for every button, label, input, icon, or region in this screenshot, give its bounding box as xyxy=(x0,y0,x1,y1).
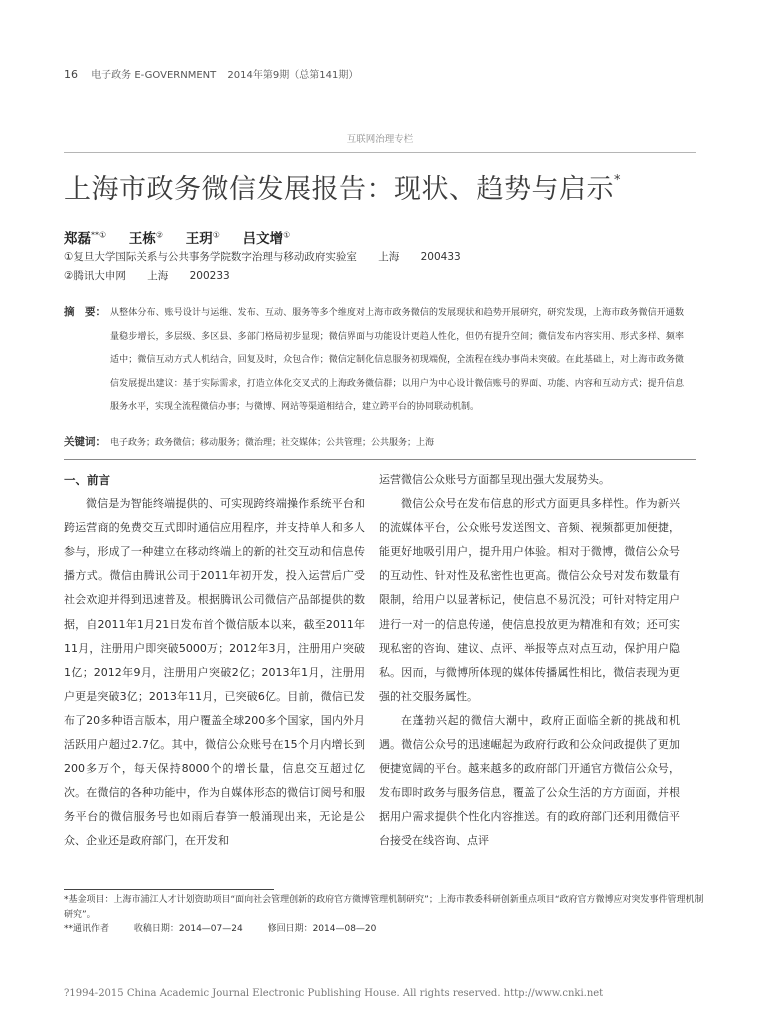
journal-name: 电子政务 E-GOVERNMENT xyxy=(91,70,217,81)
page-number: 16 xyxy=(64,68,78,81)
cnki-watermark: ?1994-2015 China Academic Journal Electronic Publishing House. All rights reserved. http://www.cnki.net xyxy=(64,988,604,999)
abstract xyxy=(64,301,684,420)
paper-title xyxy=(64,167,621,206)
column-tag: 互联网治理专栏 xyxy=(346,134,414,145)
affiliation-1: ①复旦大学国际关系与公共事务学院数字治理与移动政府实验室 上海 200433 xyxy=(64,251,461,263)
running-head xyxy=(64,66,366,81)
revised-date: 修回日期：2014—08—20 xyxy=(267,924,377,934)
body-paragraph: 微信公众号在发布信息的形式方面更具多样性。作为新兴的流媒体平台，公众账号发送图文、音频、视频都更加便捷，能更好地吸引用户，提升用户体验。相对于微博，微信公众号的互动性、针对性及私密性也更高。微信公众号对发布数量有限制，给用户以显著标记，使信息不易沉没；可针对特定用户进行一对一的信息传递，使信息投放更为精准和有效；还可实现私密的咨询、建议、点评、举报等点对点互动，保护用户隐私。因而，与微博所体现的媒体传播属性相比，微信表现为更强的社交服务属性。 xyxy=(379,497,680,703)
body-paragraph: 微信是为智能终端提供的、可实现跨终端操作系统平台和跨运营商的免费交互式即时通信应用程序，并支持单人和多人参与，形成了一种建立在移动终端上的新的社交互动和信息传播方式。微信由腾讯公司于2011年初开发，投入运营后广受社会欢迎并得到迅速普及。根据腾讯公司微信产品部提供的数据，自2011年1月21日发布首个微信版本以来，截至2011年11月，注册用户即突破5000万；2012年3月，注册用户突破1亿；2012年9月，注册用户突破2亿；2013年1月，注册用户更是突破3亿；2013年11月，已突破6亿。目前，微信已发布了20多种语言版本，用户覆盖全球200多个国家，国内外月活跃用户超过2.7亿。其中，微信公众账号在15个月内增长到200多万个，每天保持8000个的增长量，信息交互超过亿次。在微信的各种功能中，作为自媒体形态的微信订阅号和服务平台的微信服务号也如雨后春笋一般涌现出来，无论是公众、企业还是政府部门，在开发和 xyxy=(64,497,365,848)
header-rule xyxy=(64,152,696,153)
keywords xyxy=(64,434,434,449)
keywords-label: 关键词： xyxy=(64,436,106,448)
section-heading: 一、前言 xyxy=(64,473,110,487)
body-paragraph: 运营微信公众账号方面都呈现出强大发展势头。 xyxy=(379,473,610,486)
keywords-text: 电子政务；政务微信；移动服务；微治理；社交媒体；公共管理；公共服务；上海 xyxy=(110,438,435,448)
author-list xyxy=(64,227,308,247)
body-column-right xyxy=(379,468,680,854)
paper-title-text: 上海市政务微信发展报告：现状、趋势与启示 xyxy=(64,174,614,205)
body-paragraph: 在蓬勃兴起的微信大潮中，政府正面临全新的挑战和机遇。微信公众号的迅速崛起为政府行政和公众问政提供了更加便捷宽阔的平台。越来越多的政府部门开通官方微信公众号，发布即时政务与服务信息，覆盖了公众生活的方方面面，并根据用户需求提供个性化内容推送。有的政府部门还利用微信平台接受在线咨询、点评 xyxy=(379,713,680,848)
author: 王玥① xyxy=(185,230,220,247)
correspondence-footnote: **通讯作者 收稿日期：2014—07—24 修回日期：2014—08—20 xyxy=(64,924,377,934)
title-footnote-mark: * xyxy=(614,173,621,188)
author: 王栋② xyxy=(128,230,164,247)
footnotes xyxy=(64,893,704,937)
abstract-text: 从整体分布、账号设计与运维、发布、互动、服务等多个维度对上海市政务微信的发展现状和趋势开展研究，研究发现，上海市政务微信开通数量稳步增长，多层级、多区县、多部门格局初步显现；微信界面与功能设计更趋人性化，但仍有提升空间；微信发布内容实用、形式多样、频率适中；微信互动方式人机结合，回复及时，众包合作；微信定制化信息服务初现端倪，全流程在线办事尚未突破。在此基础上，对上海市政务微信发展提出建议：基于实际需求，打造立体化交叉式的上海政务微信群；以用户为中心设计微信账号的界面、功能、内容和互动方式；提升信息服务水平，实现全流程微信办事；与微博、网站等渠道相结合，建立跨平台的协同联动机制。 xyxy=(110,308,684,412)
issue-info: 2014年第9期（总第141期） xyxy=(227,70,359,81)
abstract-label: 摘 要： xyxy=(64,306,106,318)
section-divider xyxy=(64,459,696,460)
received-date: 收稿日期：2014—07—24 xyxy=(133,924,243,934)
author: 郑磊**① xyxy=(64,230,107,247)
affiliation-2: ②腾讯大申网 上海 200233 xyxy=(64,270,230,282)
author: 吕文增① xyxy=(242,230,291,247)
fund-footnote: *基金项目：上海市浦江人才计划资助项目“面向社会管理创新的政府官方微博管理机制研究”；上海市教委科研创新重点项目“政府官方微博应对突发事件管理机制研究”。 xyxy=(64,895,704,920)
footnote-rule xyxy=(64,889,274,890)
body-column-left xyxy=(64,468,365,854)
